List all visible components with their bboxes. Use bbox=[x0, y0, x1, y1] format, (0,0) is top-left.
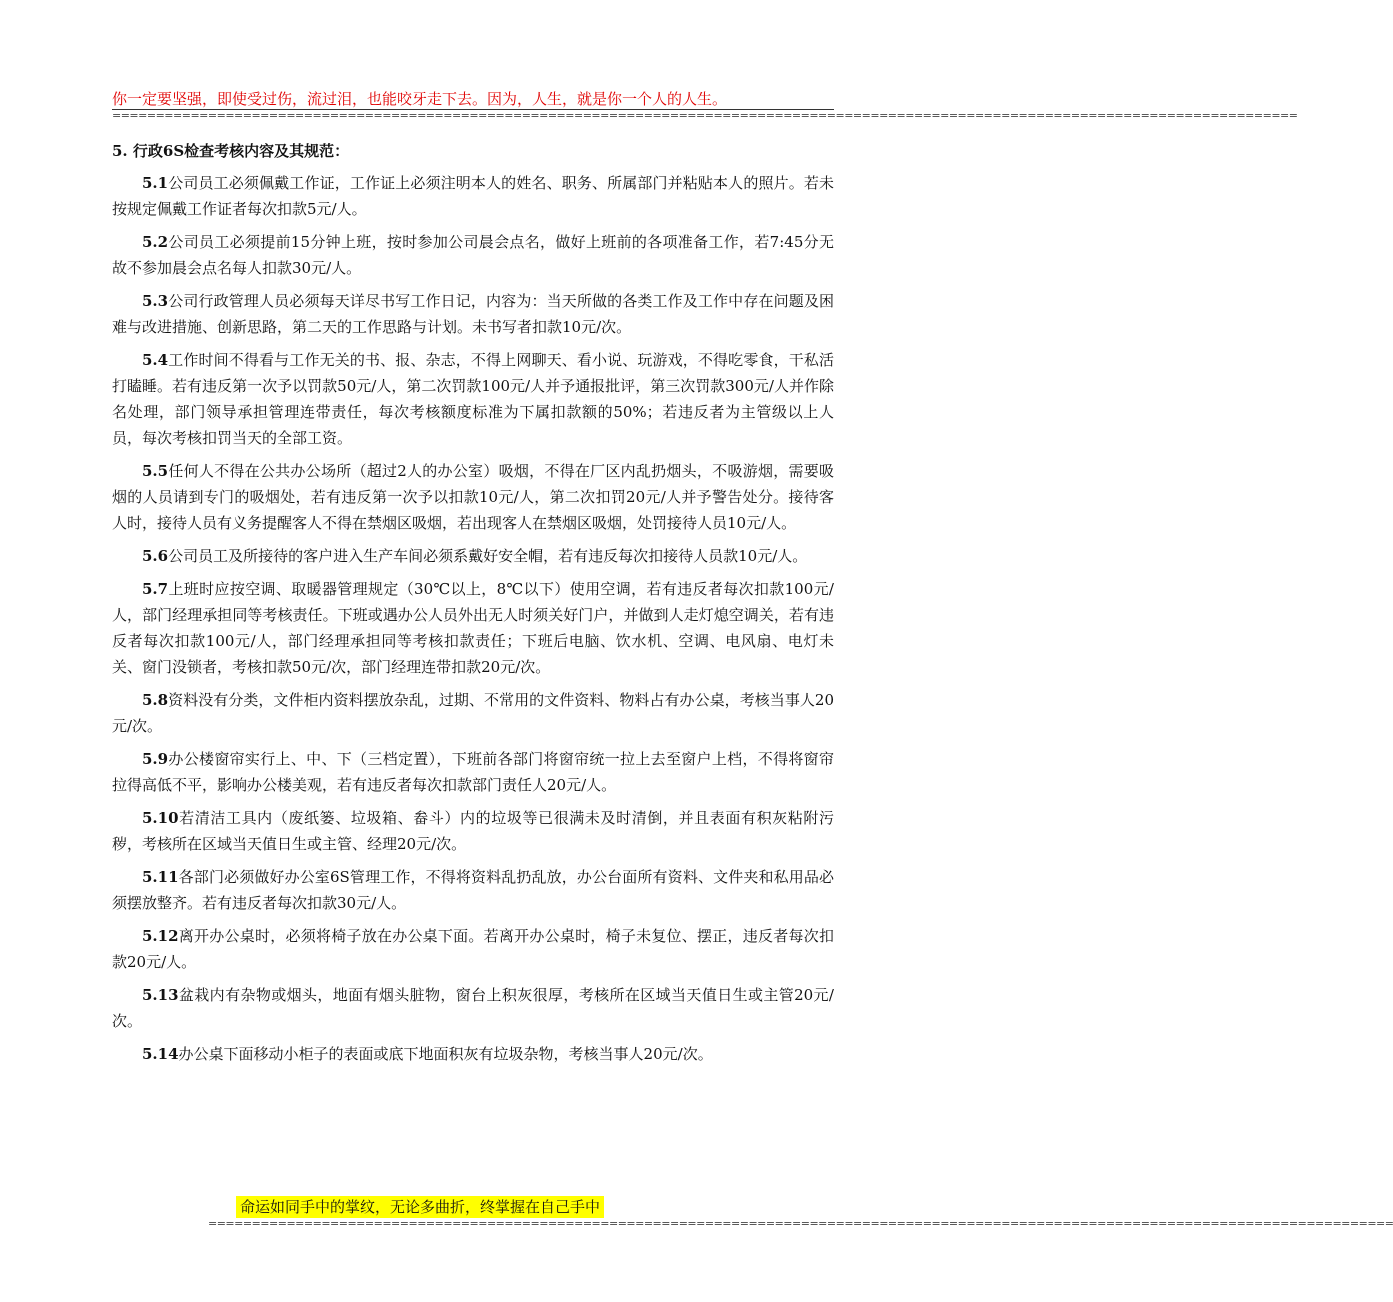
regulation-item bbox=[112, 805, 834, 857]
regulation-item bbox=[112, 746, 834, 798]
regulation-item bbox=[112, 576, 834, 680]
regulation-item bbox=[112, 1041, 834, 1067]
item-text: 公司员工必须佩戴工作证，工作证上必须注明本人的姓名、职务、所属部门并粘贴本人的照片。若未按规定佩戴工作证者每次扣款5元/人。 bbox=[112, 174, 834, 218]
section-title: 5. 行政6S检查考核内容及其规范： bbox=[112, 142, 350, 160]
regulation-item bbox=[112, 229, 834, 281]
footer-separator: ======================================================================================================================================== bbox=[208, 1217, 1393, 1230]
item-text: 工作时间不得看与工作无关的书、报、杂志，不得上网聊天、看小说、玩游戏，不得吃零食，干私活打瞌睡。若有违反第一次予以罚款50元/人，第二次罚款100元/人并予通报批评，第三次罚款300元/人并作除名处理，部门领导承担管理连带责任，每次考核额度标准为下属扣款额的50%；若违反者为主管级以上人员，每次考核扣罚当天的全部工资。 bbox=[112, 351, 834, 447]
item-number: 5.13 bbox=[142, 986, 179, 1004]
item-number: 5.8 bbox=[142, 691, 169, 709]
item-number: 5.2 bbox=[142, 233, 169, 251]
item-number: 5.9 bbox=[142, 750, 169, 768]
regulation-list bbox=[112, 170, 834, 1067]
regulation-item bbox=[112, 982, 834, 1034]
regulation-item bbox=[112, 923, 834, 975]
item-number: 5.5 bbox=[142, 462, 169, 480]
item-text: 资料没有分类，文件柜内资料摆放杂乱，过期、不常用的文件资料、物料占有办公桌，考核当事人20元/次。 bbox=[112, 691, 834, 735]
item-number: 5.3 bbox=[142, 292, 169, 310]
item-number: 5.11 bbox=[142, 868, 179, 886]
item-number: 5.10 bbox=[142, 809, 179, 827]
item-number: 5.14 bbox=[142, 1045, 179, 1063]
item-number: 5.1 bbox=[142, 174, 169, 192]
item-text: 各部门必须做好办公室6S管理工作，不得将资料乱扔乱放，办公台面所有资料、文件夹和私用品必须摆放整齐。若有违反者每次扣款30元/人。 bbox=[112, 868, 834, 912]
item-number: 5.12 bbox=[142, 927, 179, 945]
item-text: 公司员工必须提前15分钟上班，按时参加公司晨会点名，做好上班前的各项准备工作，若7:45分无故不参加晨会点名每人扣款30元/人。 bbox=[112, 233, 834, 277]
regulation-item bbox=[112, 687, 834, 739]
item-text: 盆栽内有杂物或烟头，地面有烟头脏物，窗台上积灰很厚，考核所在区域当天值日生或主管20元/次。 bbox=[112, 986, 834, 1030]
item-text: 办公楼窗帘实行上、中、下（三档定置），下班前各部门将窗帘统一拉上去至窗户上档，不得将窗帘拉得高低不平，影响办公楼美观，若有违反者每次扣款部门责任人20元/人。 bbox=[112, 750, 834, 794]
item-number: 5.6 bbox=[142, 547, 169, 565]
item-number: 5.4 bbox=[142, 351, 169, 369]
item-text: 任何人不得在公共办公场所（超过2人的办公室）吸烟，不得在厂区内乱扔烟头，不吸游烟，需要吸烟的人员请到专门的吸烟处，若有违反第一次予以扣款10元/人，第二次扣罚20元/人并予警告处分。接待客人时，接待人员有义务提醒客人不得在禁烟区吸烟，若出现客人在禁烟区吸烟，处罚接待人员10元/人。 bbox=[112, 462, 834, 532]
item-text: 公司行政管理人员必须每天详尽书写工作日记，内容为：当天所做的各类工作及工作中存在问题及困难与改进措施、创新思路，第二天的工作思路与计划。未书写者扣款10元/次。 bbox=[112, 292, 834, 336]
item-text: 公司员工及所接待的客户进入生产车间必须系戴好安全帽，若有违反每次扣接待人员款10元/人。 bbox=[168, 547, 808, 565]
regulation-item bbox=[112, 864, 834, 916]
item-text: 办公桌下面移动小柜子的表面或底下地面积灰有垃圾杂物，考核当事人20元/次。 bbox=[178, 1045, 713, 1063]
item-text: 上班时应按空调、取暖器管理规定（30℃以上，8℃以下）使用空调，若有违反者每次扣款100元/人，部门经理承担同等考核责任。下班或遇办公人员外出无人时须关好门户，并做到人走灯熄空调关，若有违反者每次扣款100元/人，部门经理承担同等考核扣款责任；下班后电脑、饮水机、空调、电风扇、电灯未关、窗门没锁者，考核扣款50元/次，部门经理连带扣款20元/次。 bbox=[112, 580, 834, 676]
document-body bbox=[112, 138, 834, 1074]
item-text: 离开办公桌时，必须将椅子放在办公桌下面。若离开办公桌时，椅子未复位、摆正，违反者每次扣款20元/人。 bbox=[112, 927, 834, 971]
regulation-item bbox=[112, 170, 834, 222]
regulation-item bbox=[112, 543, 834, 569]
header-separator: ======================================================================================================================================== bbox=[112, 109, 1298, 122]
header-motto: 你一定要坚强，即使受过伤，流过泪，也能咬牙走下去。因为，人生，就是你一个人的人生。 bbox=[112, 90, 728, 108]
item-text: 若清洁工具内（废纸篓、垃圾箱、畚斗）内的垃圾等已很满未及时清倒，并且表面有积灰粘附污秽，考核所在区域当天值日生或主管、经理20元/次。 bbox=[112, 809, 834, 853]
item-number: 5.7 bbox=[142, 580, 169, 598]
regulation-item bbox=[112, 347, 834, 451]
regulation-item bbox=[112, 458, 834, 536]
regulation-item bbox=[112, 288, 834, 340]
footer-motto: 命运如同手中的掌纹，无论多曲折，终掌握在自己手中 bbox=[236, 1196, 604, 1218]
